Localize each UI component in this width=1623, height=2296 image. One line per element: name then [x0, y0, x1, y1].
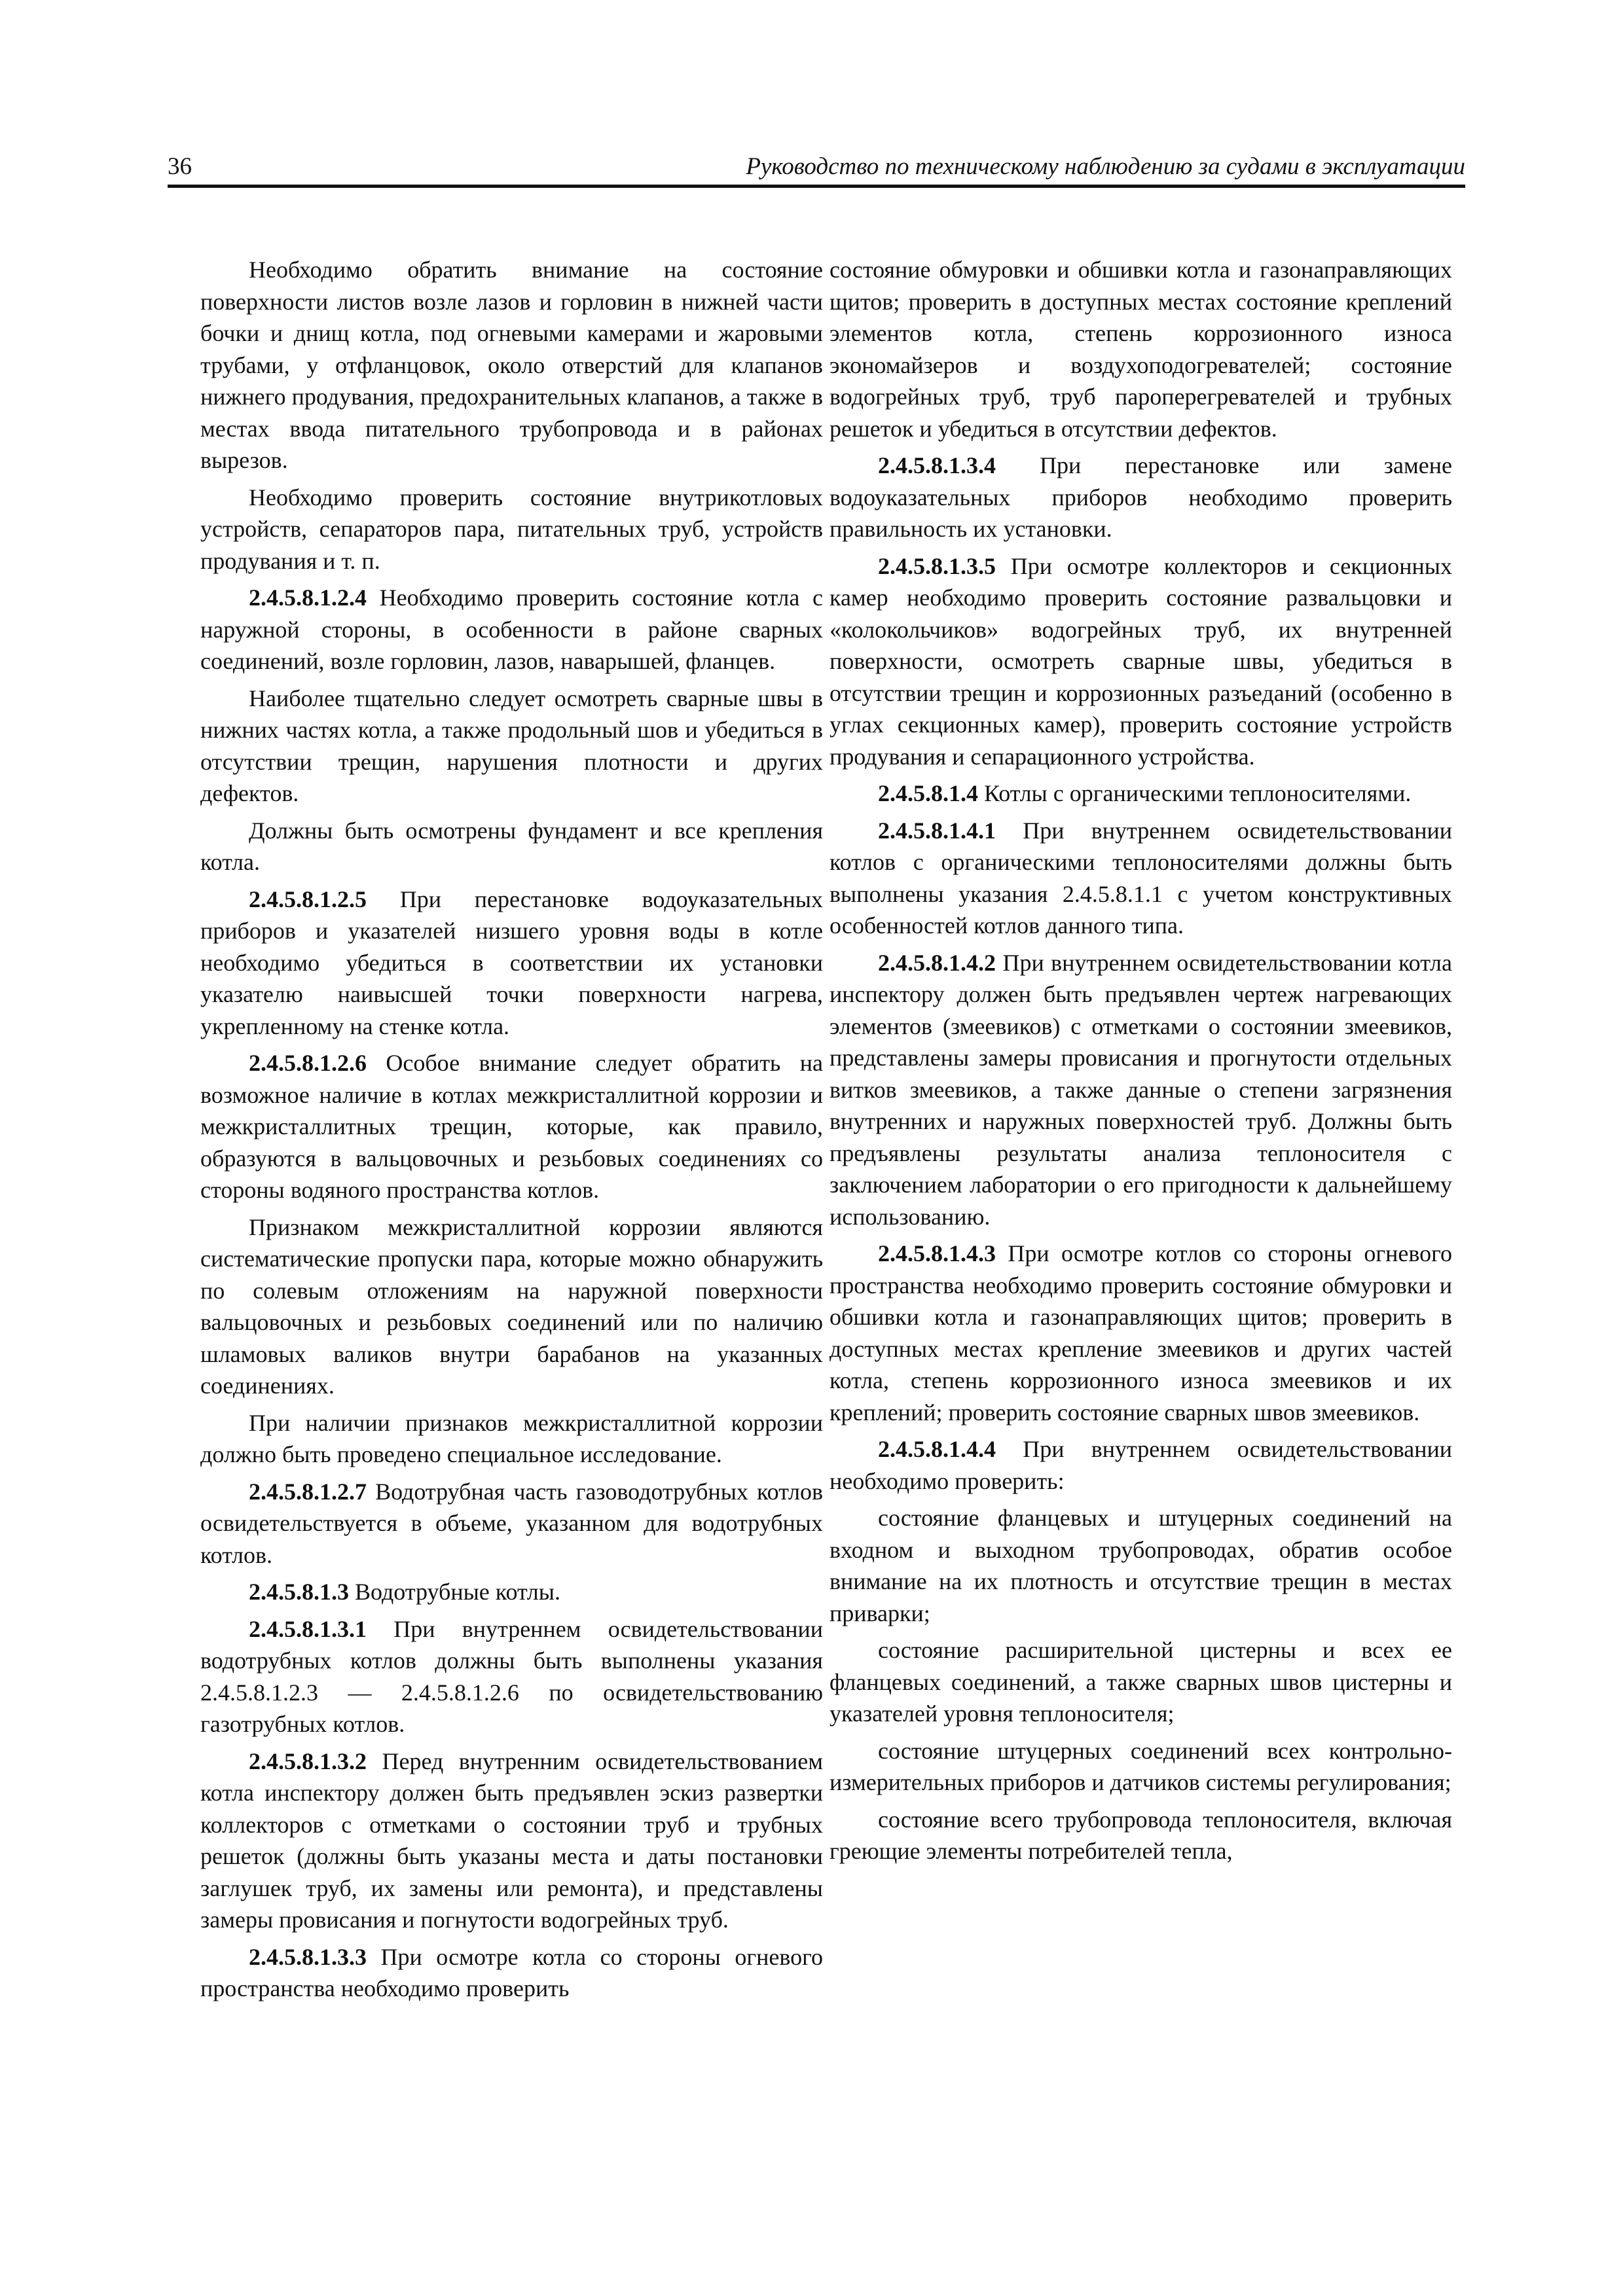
paragraph [830, 1433, 1452, 1497]
paragraph-text: При внутреннем освидетельствовании котла инспектору должен быть предъявлен чертеж нагревающих элементов (змеевиков) с отметками о состоянии змеевиков, представлены замеры провисания и прогнутости отдельных витков змеевиков, а также данные о степени загрязнения внутренних и наружных поверхностей труб. Должны быть предъявлены результаты анализа теплоносителя с заключением лаборатории о его пригодности к дальнейшему использованию. [830, 949, 1452, 1230]
running-title: Руководство по техническому наблюдению за судами в эксплуатации [746, 153, 1465, 180]
section-number: 2.4.5.8.1.4 [878, 780, 978, 806]
section-number: 2.4.5.8.1.3.3 [249, 1943, 367, 1970]
paragraph [200, 683, 823, 810]
paragraph [200, 582, 823, 677]
section-number: 2.4.5.8.1.3.4 [878, 452, 996, 478]
paragraph-text: Особое внимание следует обратить на возможное наличие в котлах межкристаллитной коррозии и межкристаллитных трещин, которые, как правило, образуются в вальцовочных и резьбовых соединениях со стороны водяного пространства котлов. [200, 1050, 823, 1203]
paragraph [200, 1211, 823, 1402]
paragraph-text: Котлы с органическими теплоносителями. [978, 780, 1412, 806]
paragraph-text: Наиболее тщательно следует осмотреть сварные швы в нижних частях котла, а также продольный шов и убедиться в отсутствии трещин, нарушения плотности и других дефектов. [200, 685, 823, 806]
paragraph [830, 947, 1452, 1233]
paragraph [830, 1502, 1452, 1629]
paragraph-text: состояние расширительной цистерны и всех ее фланцевых соединений, а также сварных швов цистерны и указателей уровня теплоносителя; [830, 1637, 1452, 1727]
section-number: 2.4.5.8.1.3 [249, 1579, 349, 1605]
paragraph-text: Водотрубная часть газоводотрубных котлов освидетельствуется в объеме, указанном для водотрубных котлов. [200, 1478, 823, 1568]
paragraph-text: При внутреннем освидетельствовании котлов с органическими теплоносителями должны быть выполнены указания 2.4.5.8.1.1 с учетом конструктивных особенностей котлов данного типа. [830, 817, 1452, 939]
left-text-column [200, 254, 823, 2005]
paragraph-text: При осмотре котлов со стороны огневого пространства необходимо проверить состояние обмуровки и обшивки котла и газонаправляющих щитов; проверить в доступных местах крепление змеевиков и других частей котла, степень коррозионного износа змеевиков и их креплений; проверить состояние сварных швов змеевиков. [830, 1240, 1452, 1426]
paragraph-text: При внутреннем освидетельствовании водотрубных котлов должны быть выполнены указания 2.4.5.8.1.2.3 — 2.4.5.8.1.2.6 по освидетельствованию газотрубных котлов. [200, 1615, 823, 1737]
paragraph-text: состояние фланцевых и штуцерных соединений на входном и выходном трубопроводах, обратив особое внимание на их плотность и отсутствие трещин в местах приварки; [830, 1505, 1452, 1626]
paragraph [830, 1735, 1452, 1799]
page-number: 36 [168, 153, 192, 180]
paragraph [830, 815, 1452, 942]
paragraph [200, 1613, 823, 1740]
paragraph [830, 254, 1452, 444]
paragraph-text: При наличии признаков межкристаллитной коррозии должно быть проведено специальное исследование. [200, 1409, 823, 1467]
section-number: 2.4.5.8.1.4.3 [878, 1240, 996, 1266]
section-number: 2.4.5.8.1.4.2 [878, 949, 996, 976]
paragraph-text: Должны быть осмотрены фундамент и все крепления котла. [200, 817, 823, 875]
paragraph [200, 1941, 823, 2005]
section-number: 2.4.5.8.1.2.5 [249, 886, 367, 912]
paragraph [200, 884, 823, 1043]
paragraph-text: Водотрубные котлы. [349, 1579, 560, 1605]
paragraph-text: Перед внутренним освидетельствованием котла инспектору должен быть предъявлен эскиз развертки коллекторов с отметками о состоянии труб и трубных решеток (должны быть указаны места и даты постановки заглушек труб, их замены или ремонта), и представлены замеры провисания и погнутости водогрейных труб. [200, 1748, 823, 1933]
paragraph [200, 254, 823, 476]
paragraph-text: состояние всего трубопровода теплоносителя, включая греющие элементы потребителей тепла, [830, 1806, 1452, 1864]
paragraph-text: Необходимо проверить состояние внутрикотловых устройств, сепараторов пара, питательных труб, устройств продувания и т. п. [200, 484, 823, 574]
section-number: 2.4.5.8.1.4.4 [878, 1436, 996, 1462]
paragraph [200, 1476, 823, 1571]
paragraph-text: Признаком межкристаллитной коррозии являются систематические пропуски пара, которые можно обнаружить по солевым отложениям на наружной поверхности вальцовочных и резьбовых соединений или по наличию шламовых валиков внутри барабанов на указанных соединениях. [200, 1213, 823, 1399]
section-number: 2.4.5.8.1.3.2 [249, 1748, 367, 1774]
paragraph-text: При осмотре котла со стороны огневого пространства необходимо проверить [200, 1943, 823, 2001]
paragraph-text: При осмотре коллекторов и секционных камер необходимо проверить состояние развальцовки и «колокольчиков» водогрейных труб, их внутренней поверхности, осмотреть сварные швы, убедиться в отсутствии трещин и коррозионных разъеданий (особенно в углах секционных камер), проверить состояние устройств продувания и сепарационного устройства. [830, 552, 1452, 770]
section-number: 2.4.5.8.1.2.6 [249, 1050, 367, 1076]
paragraph-text: При перестановке водоуказательных приборов и указателей низшего уровня воды в котле необходимо убедиться в соответствии их установки указателю наивысшей точки поверхности нагрева, укрепленному на стенке котла. [200, 886, 823, 1039]
section-number: 2.4.5.8.1.2.7 [249, 1478, 367, 1505]
section-number: 2.4.5.8.1.3.5 [878, 552, 996, 579]
paragraph [830, 550, 1452, 773]
paragraph [830, 1634, 1452, 1730]
paragraph-text: Необходимо обратить внимание на состояние поверхности листов возле лазов и горловин в нижней части бочки и днищ котла, под огневыми камерами и жаровыми трубами, у отфланцовок, около отверстий для клапанов нижнего продувания, предохранительных клапанов, а также в местах ввода питательного трубопровода и в районах вырезов. [200, 257, 823, 473]
paragraph [830, 1804, 1452, 1867]
paragraph-text: состояние штуцерных соединений всех контрольно-измерительных приборов и датчиков системы регулирования; [830, 1737, 1452, 1795]
page-header [168, 145, 1465, 188]
paragraph [830, 1238, 1452, 1428]
section-number: 2.4.5.8.1.4.1 [878, 817, 996, 844]
paragraph [830, 778, 1452, 810]
paragraph [200, 815, 823, 878]
paragraph-text: При внутреннем освидетельствовании необходимо проверить: [830, 1436, 1452, 1494]
paragraph-text: При перестановке или замене водоуказательных приборов необходимо проверить правильность их установки. [830, 452, 1452, 542]
paragraph-text: состояние обмуровки и обшивки котла и газонаправляющих щитов; проверить в доступных местах состояние креплений элементов котла, степень коррозионного износа экономайзеров и воздухоподогревателей; состояние водогрейных труб, труб пароперегревателей и трубных решеток и убедиться в отсутствии дефектов. [830, 257, 1452, 442]
paragraph [200, 1746, 823, 1936]
paragraph [200, 1407, 823, 1471]
paragraph [830, 450, 1452, 545]
right-text-column [830, 254, 1452, 1867]
paragraph [200, 1576, 823, 1608]
paragraph-text: Необходимо проверить состояние котла с наружной стороны, в особенности в районе сварных соединений, возле горловин, лазов, наварышей, фланцев. [200, 584, 823, 674]
paragraph [200, 1047, 823, 1206]
paragraph [200, 482, 823, 577]
section-number: 2.4.5.8.1.2.4 [249, 584, 367, 611]
section-number: 2.4.5.8.1.3.1 [249, 1615, 367, 1642]
